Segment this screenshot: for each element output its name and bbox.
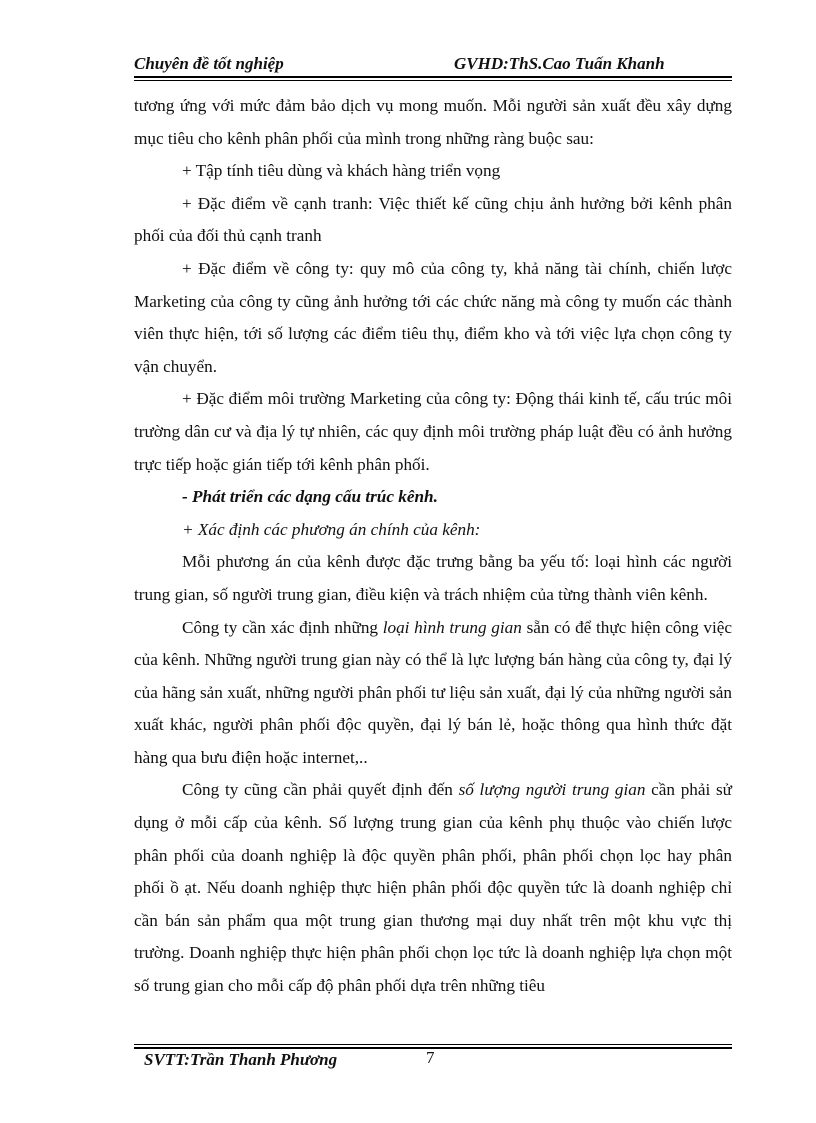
subheading-channel-options: + Xác định các phương án chính của kênh:	[182, 519, 481, 539]
paragraph-intermediary-types	[134, 612, 732, 775]
page-header	[134, 52, 732, 78]
text-run: Công ty cũng cần phải quyết định đến	[182, 780, 459, 800]
page-footer	[134, 1040, 732, 1080]
paragraph-bullet-company: + Đặc điểm về công ty: quy mô của công ty, khả năng tài chính, chiến lược Marketing của công ty cũng ảnh hưởng tới các chức năng mà công ty muốn các thành viên thực hiện, tới số lượng các điểm tiêu thụ, điểm kho và tới việc lựa chọn công ty vận chuyển.	[134, 258, 732, 376]
section-heading-channel-structure: - Phát triển các dạng cấu trúc kênh.	[182, 487, 438, 507]
paragraph-bullet-competition: + Đặc điểm về cạnh tranh: Việc thiết kế cũng chịu ảnh hưởng bởi kênh phân phối của đối thủ cạnh tranh	[134, 193, 732, 246]
footer-author: SVTT:Trần Thanh Phương	[144, 1050, 338, 1069]
emphasis-intermediary-count: số lượng người trung gian	[458, 780, 646, 800]
header-rule	[134, 76, 732, 78]
header-advisor: GVHD:ThS.Cao Tuấn Khanh	[454, 54, 665, 73]
text-run: Công ty cần xác định những	[182, 617, 383, 637]
paragraph-three-factors: Mỗi phương án của kênh được đặc trưng bằng ba yếu tố: loại hình các người trung gian, số người trung gian, điều kiện và trách nhiệm của từng thành viên kênh.	[134, 552, 732, 604]
text-run: sẵn có để thực hiện công việc của kênh. Những người trung gian này có thể là lực lượng bán hàng của công ty, đại lý của hãng sản xuất, những người phân phối tư liệu sản xuất, đại lý của những người sản xuất khác, người phân phối độc quyền, đại lý bán lẻ, hoặc thông qua hình thức đặt hàng qua bưu điện hoặc internet,..	[134, 617, 732, 767]
paragraph-intro-continuation: tương ứng với mức đảm bảo dịch vụ mong muốn. Mỗi người sản xuất đều xây dựng mục tiêu cho kênh phân phối của mình trong những ràng buộc sau:	[134, 96, 732, 148]
footer-rule-thin	[134, 1044, 732, 1045]
page-body	[134, 90, 732, 1003]
paragraph-intermediary-count	[134, 774, 732, 1002]
page-number: 7	[426, 1048, 435, 1067]
emphasis-intermediary-types: loại hình trung gian	[382, 617, 522, 637]
header-document-type: Chuyên đề tốt nghiệp	[134, 54, 284, 73]
paragraph-bullet-consumer: + Tập tính tiêu dùng và khách hàng triển vọng	[182, 161, 501, 181]
paragraph-bullet-environment: + Đặc điểm môi trường Marketing của công ty: Động thái kinh tế, cấu trúc môi trường dân cư và địa lý tự nhiên, các quy định môi trường pháp luật đều có ảnh hưởng trực tiếp hoặc gián tiếp tới kênh phân phối.	[134, 389, 732, 474]
header-rule-thin	[134, 80, 732, 81]
text-run: cần phải sử dụng ở mỗi cấp của kênh. Số lượng trung gian của kênh phụ thuộc vào chiến lược phân phối của doanh nghiệp là độc quyền phân phối, phân phối chọn lọc hay phân phối ồ ạt. Nếu doanh nghiệp thực hiện phân phối độc quyền tức là doanh nghiệp chỉ cần bán sản phẩm qua một trung gian thương mại duy nhất trên một khu vực thị trường. Doanh nghiệp thực hiện phân phối chọn lọc tức là doanh nghiệp lựa chọn một số trung gian cho mỗi cấp độ phân phối dựa trên những tiêu	[134, 780, 732, 996]
